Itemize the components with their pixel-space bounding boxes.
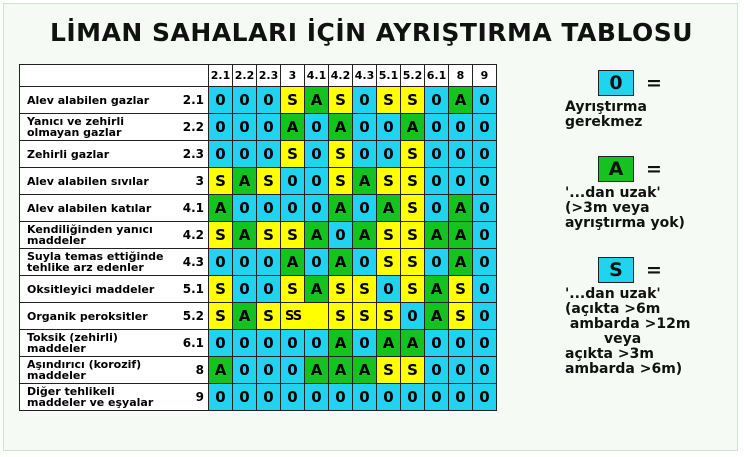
table-cell: A (353, 222, 377, 249)
table-cell: S (377, 357, 401, 384)
row-code: 4.2 (182, 227, 204, 242)
row-label-cell (20, 303, 209, 330)
table-cell: 0 (209, 330, 233, 357)
table-cell: 0 (257, 87, 281, 114)
table-row (20, 168, 497, 195)
table-cell: S (401, 357, 425, 384)
column-header: 2.2 (233, 65, 257, 87)
table-cell: A (209, 357, 233, 384)
table-cell: S (329, 87, 353, 114)
table-cell: 0 (233, 249, 257, 276)
header-blank-cell (20, 65, 209, 87)
table-cell: S (329, 168, 353, 195)
row-label-cell (20, 222, 209, 249)
table-cell: A (353, 168, 377, 195)
table-row (20, 249, 497, 276)
table-row (20, 303, 497, 330)
row-label: Toksik (zehirli) maddeler (27, 331, 118, 355)
table-cell: A (329, 249, 353, 276)
table-cell: A (377, 330, 401, 357)
page-title: LİMAN SAHALARI İÇİN AYRIŞTIRMA TABLOSU (49, 18, 694, 47)
column-header: 8 (449, 65, 473, 87)
legend-symbol-s: S (598, 257, 634, 283)
table-cell: A (329, 114, 353, 141)
table-cell: A (329, 330, 353, 357)
table-row (20, 384, 497, 411)
table-cell: A (401, 114, 425, 141)
table-cell: 0 (209, 87, 233, 114)
legend-equals: = (646, 259, 662, 281)
table-cell: A (449, 222, 473, 249)
table-cell: A (281, 249, 305, 276)
table-cell: S (401, 222, 425, 249)
table-cell: 0 (401, 303, 425, 330)
table-cell: 0 (305, 168, 329, 195)
row-label-cell (20, 195, 209, 222)
table-cell: 0 (425, 168, 449, 195)
table-cell: S (449, 303, 473, 330)
table-cell: S (353, 276, 377, 303)
table-cell: 0 (353, 114, 377, 141)
table-cell: A (329, 195, 353, 222)
table-cell: 0 (305, 330, 329, 357)
table-cell: 0 (257, 384, 281, 411)
row-label-cell (20, 168, 209, 195)
table-cell: 0 (353, 330, 377, 357)
table-cell: 0 (209, 141, 233, 168)
table-cell: A (305, 276, 329, 303)
table-cell: S (329, 276, 353, 303)
table-cell: 0 (473, 276, 497, 303)
table-cell: S (353, 303, 377, 330)
table-cell: S (257, 168, 281, 195)
table-cell: 0 (473, 87, 497, 114)
table-row (20, 114, 497, 141)
table-cell: 0 (209, 249, 233, 276)
column-header: 2.3 (257, 65, 281, 87)
table-cell: S (257, 222, 281, 249)
table-row (20, 195, 497, 222)
table-cell: 0 (425, 87, 449, 114)
table-cell: 0 (329, 222, 353, 249)
row-code: 2.3 (182, 146, 204, 161)
legend-desc-zero: Ayrıştırma gerekmez (565, 99, 647, 130)
row-code: 4.3 (182, 254, 204, 269)
table-cell: A (425, 303, 449, 330)
row-code: 8 (195, 362, 204, 377)
table-cell: 0 (233, 195, 257, 222)
table-cell: 0 (377, 384, 401, 411)
table-cell: S (401, 249, 425, 276)
table-cell: 0 (401, 384, 425, 411)
table-cell: 0 (257, 141, 281, 168)
table-cell: A (305, 87, 329, 114)
table-cell: 0 (353, 384, 377, 411)
table-cell: 0 (425, 114, 449, 141)
table-cell: 0 (473, 384, 497, 411)
row-code: 6.1 (182, 335, 204, 350)
table-cell: S (377, 249, 401, 276)
table-cell: 0 (425, 357, 449, 384)
table-cell: S (401, 195, 425, 222)
column-header: 5.1 (377, 65, 401, 87)
table-cell: 0 (449, 330, 473, 357)
table-cell: 0 (353, 195, 377, 222)
table-cell: S (257, 303, 281, 330)
row-label: Oksitleyici maddeler (27, 282, 155, 296)
table-cell: S (401, 276, 425, 303)
table-cell: S (377, 303, 401, 330)
legend-item-zero (565, 70, 662, 130)
legend-item-a (565, 156, 685, 231)
table-cell: 0 (425, 330, 449, 357)
table-cell: S (209, 303, 233, 330)
table-cell: 0 (305, 195, 329, 222)
table-cell: S (377, 222, 401, 249)
table-cell: A (281, 114, 305, 141)
table-cell: S (281, 276, 305, 303)
table-cell: A (329, 357, 353, 384)
table-cell: A (209, 195, 233, 222)
row-code: 5.2 (182, 308, 204, 323)
legend-equals: = (646, 158, 662, 180)
table-cell: 0 (473, 249, 497, 276)
table-cell: A (233, 222, 257, 249)
table-cell: 0 (257, 330, 281, 357)
table-cell: 0 (233, 87, 257, 114)
table-cell: 0 (281, 195, 305, 222)
row-label-cell (20, 249, 209, 276)
column-header: 4.1 (305, 65, 329, 87)
row-label-cell (20, 357, 209, 384)
table-cell: 0 (473, 357, 497, 384)
table-cell: S (209, 222, 233, 249)
table-cell: 0 (281, 330, 305, 357)
table-cell: S (377, 87, 401, 114)
table-row (20, 330, 497, 357)
table-cell: 0 (305, 384, 329, 411)
table-cell: A (449, 87, 473, 114)
legend-symbol-zero: 0 (598, 70, 634, 96)
table-cell: S (401, 141, 425, 168)
table-cell: 0 (353, 141, 377, 168)
row-code: 9 (195, 389, 204, 404)
row-label: Alev alabilen gazlar (27, 93, 150, 107)
table-cell: A (305, 222, 329, 249)
table-cell: 0 (425, 384, 449, 411)
table-cell: 0 (233, 384, 257, 411)
table-cell: A (449, 195, 473, 222)
table-cell: 0 (377, 114, 401, 141)
table-cell: 0 (305, 249, 329, 276)
segregation-table (19, 64, 497, 411)
table-row (20, 222, 497, 249)
table-cell: 0 (257, 276, 281, 303)
table-cell: A (233, 303, 257, 330)
table-cell: A (425, 222, 449, 249)
row-label: Yanıcı ve zehirli olmayan gazlar (27, 115, 124, 139)
header-row (20, 65, 497, 87)
table-cell: 0 (257, 249, 281, 276)
table-cell: S (401, 168, 425, 195)
table-cell: S (281, 87, 305, 114)
row-label: Zehirli gazlar (27, 147, 110, 161)
table-row (20, 357, 497, 384)
table-cell: S (209, 168, 233, 195)
table-row (20, 87, 497, 114)
row-code: 5.1 (182, 281, 204, 296)
table-cell: 0 (377, 276, 401, 303)
table-cell: A (233, 168, 257, 195)
table-cell: A (401, 330, 425, 357)
legend-item-s (565, 257, 690, 377)
table-cell: 0 (473, 195, 497, 222)
table-cell: 0 (449, 357, 473, 384)
row-code: 4.1 (182, 200, 204, 215)
column-header: 4.3 (353, 65, 377, 87)
row-label: Diğer tehlikeli maddeler ve eşyalar (27, 385, 154, 409)
table-cell: A (353, 357, 377, 384)
table-cell: A (305, 357, 329, 384)
table-cell: 0 (233, 114, 257, 141)
row-label: Organik peroksitler (27, 309, 148, 323)
table-cell: A (425, 276, 449, 303)
legend-equals: = (646, 72, 662, 94)
table-cell: A (449, 249, 473, 276)
row-label-cell (20, 384, 209, 411)
row-label: Alev alabilen sıvılar (27, 174, 149, 188)
table-cell: 0 (473, 114, 497, 141)
table-cell: 0 (473, 303, 497, 330)
table-cell: S (329, 303, 353, 330)
table-cell: 0 (233, 357, 257, 384)
row-label: Alev alabilen katılar (27, 201, 152, 215)
legend-symbol-a: A (598, 156, 634, 182)
table-cell: S (401, 87, 425, 114)
table-cell: S (281, 141, 305, 168)
table-cell: 0 (257, 114, 281, 141)
row-label-cell (20, 330, 209, 357)
table-cell: 0 (353, 87, 377, 114)
row-code: 2.1 (182, 92, 204, 107)
table-cell: 0 (425, 249, 449, 276)
column-header: 2.1 (209, 65, 233, 87)
table-cell: A (377, 195, 401, 222)
table-cell: 0 (233, 276, 257, 303)
row-label-cell (20, 114, 209, 141)
table-cell: 0 (209, 384, 233, 411)
row-label-cell (20, 276, 209, 303)
table-cell: 0 (473, 141, 497, 168)
table-cell: 0 (257, 195, 281, 222)
table-cell: 0 (449, 141, 473, 168)
column-header: 3 (281, 65, 305, 87)
table-cell: 0 (449, 114, 473, 141)
table-cell: 0 (281, 168, 305, 195)
table-cell: 0 (425, 195, 449, 222)
table-cell: 0 (305, 114, 329, 141)
table-cell: 0 (449, 168, 473, 195)
row-code: 3 (195, 173, 204, 188)
table-cell: 0 (425, 141, 449, 168)
table-cell: 0 (377, 141, 401, 168)
table-cell: 0 (233, 330, 257, 357)
row-label-cell (20, 87, 209, 114)
row-label: Aşındırıcı (korozif) maddeler (27, 358, 142, 382)
table-cell: SS (281, 303, 305, 330)
column-header: 4.2 (329, 65, 353, 87)
table-cell: S (329, 141, 353, 168)
table-row (20, 276, 497, 303)
table-cell: 0 (209, 114, 233, 141)
table-cell: S (281, 222, 305, 249)
table-cell: 0 (305, 141, 329, 168)
table-row (20, 141, 497, 168)
table-cell (305, 303, 329, 330)
column-header: 9 (473, 65, 497, 87)
table-cell: 0 (473, 168, 497, 195)
table-cell: 0 (473, 222, 497, 249)
legend-desc-a: '...dan uzak' (>3m veya ayrıştırma yok) (565, 185, 685, 231)
column-header: 5.2 (401, 65, 425, 87)
table-cell: S (449, 276, 473, 303)
row-label: Suyla temas ettiğinde tehlike arz edenler (27, 250, 164, 274)
table-cell: 0 (281, 384, 305, 411)
table-cell: 0 (233, 141, 257, 168)
table-cell: 0 (329, 384, 353, 411)
legend-desc-s: '...dan uzak' (açıkta >6m ambarda >12m veya açıkta >3m ambarda >6m) (565, 286, 691, 377)
table-cell: 0 (449, 384, 473, 411)
table-cell: S (377, 168, 401, 195)
column-header: 6.1 (425, 65, 449, 87)
row-code: 2.2 (182, 119, 204, 134)
table-cell: S (209, 276, 233, 303)
row-label-cell (20, 141, 209, 168)
table-cell: 0 (257, 357, 281, 384)
row-label: Kendiliğinden yanıcı maddeler (27, 223, 153, 247)
table-cell: 0 (473, 330, 497, 357)
table-cell: 0 (353, 249, 377, 276)
table-cell: 0 (281, 357, 305, 384)
